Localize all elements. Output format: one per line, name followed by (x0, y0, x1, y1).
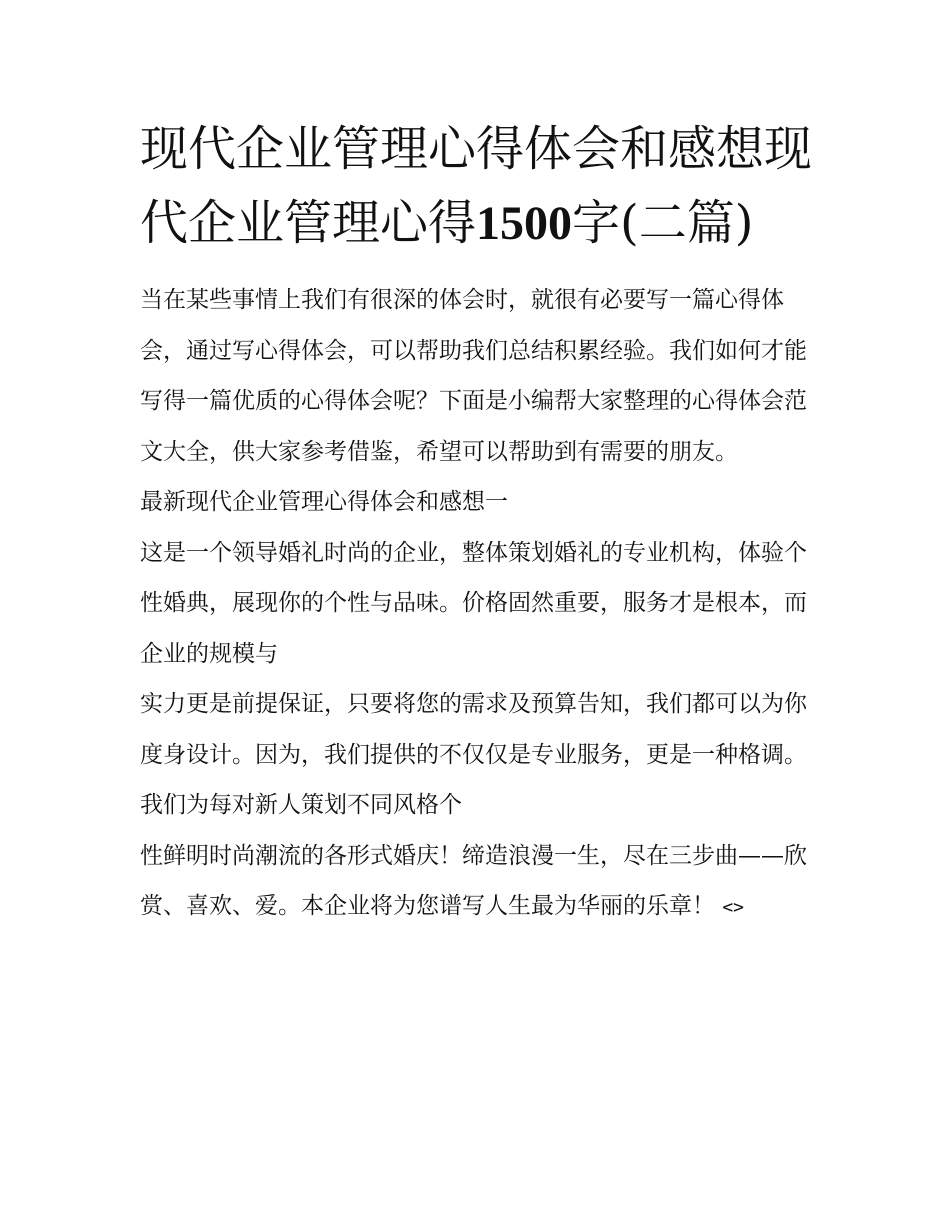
document-page (140, 112, 820, 934)
section-heading: 最新现代企业管理心得体会和感想一 (140, 489, 508, 515)
document-body (140, 275, 820, 934)
title-text-part2: 字(二篇) (572, 195, 754, 251)
body-paragraph-1: 这是一个领导婚礼时尚的企业，整体策划婚礼的专业机构，体验个性婚典，展现你的个性与品味。价格固然重要，服务才是根本，而企业的规模与 (140, 539, 807, 667)
body-paragraph-3 (140, 831, 820, 934)
end-mark: <> (722, 897, 744, 918)
title-number: 1500 (476, 197, 573, 250)
body-paragraph-2: 实力更是前提保证，只要将您的需求及预算告知，我们都可以为你度身设计。因为，我们提供的不仅仅是专业服务，更是一种格调。我们为每对新人策划不同风格个 (140, 691, 807, 818)
intro-paragraph: 当在某些事情上我们有很深的体会时，就很有必要写一篇心得体会，通过写心得体会，可以帮助我们总结积累经验。我们如何才能写得一篇优质的心得体会呢？下面是小编帮大家整理的心得体会范文大全，供大家参考借鉴，希望可以帮助到有需要的朋友。 (140, 287, 807, 465)
title-text-part1: 现代企业管理心得体会和感想现代企业管理心得 (140, 121, 813, 251)
body-paragraph-3-text: 性鲜明时尚潮流的各形式婚庆！缔造浪漫一生，尽在三步曲——欣赏、喜欢、爱。本企业将为您谱写人生最为华丽的乐章！ (140, 842, 807, 919)
document-title (140, 112, 820, 261)
